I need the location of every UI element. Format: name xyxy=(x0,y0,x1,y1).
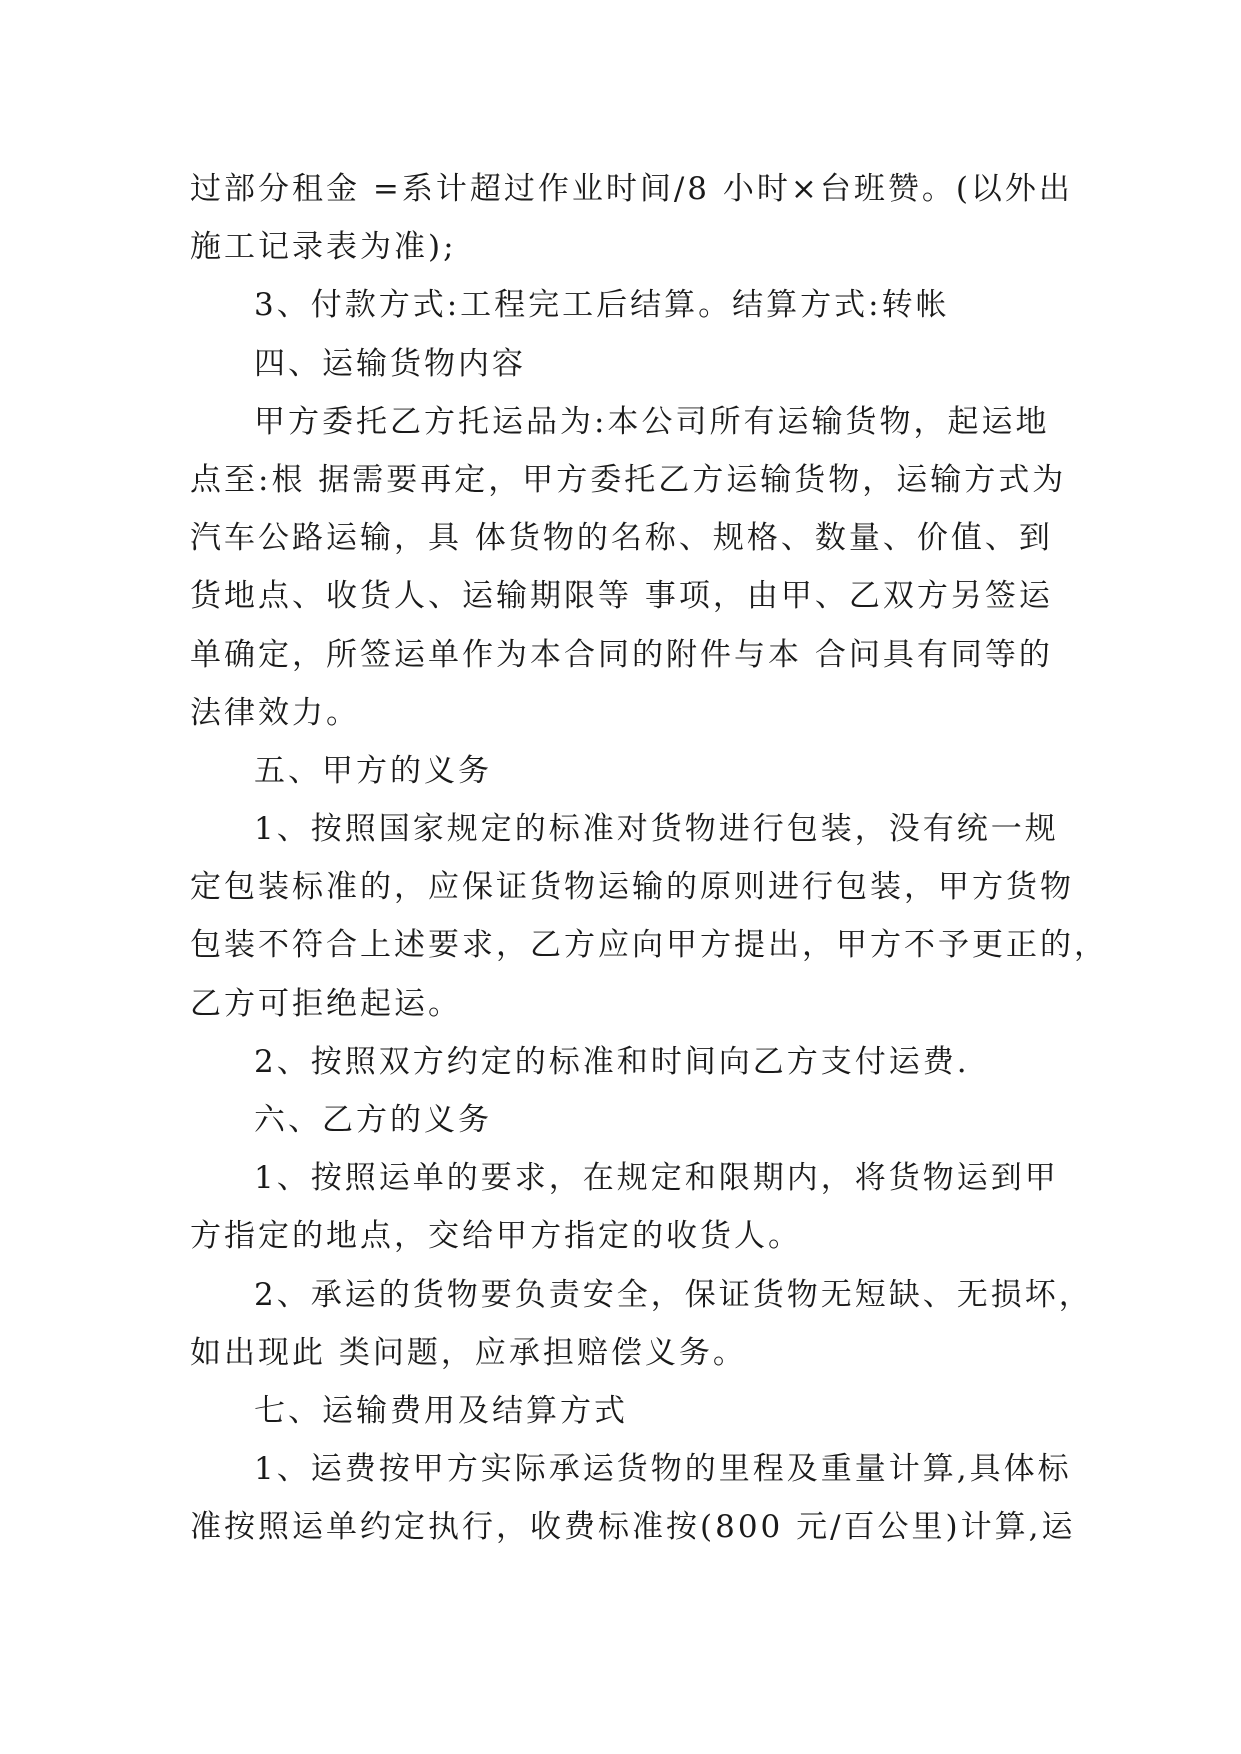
text-line: 方指定的地点，交给甲方指定的收货人。 xyxy=(190,1218,802,1255)
section-heading: 五、甲方的义务 xyxy=(254,752,492,789)
document-body xyxy=(190,160,1108,1557)
text-line: 1、运费按甲方实际承运货物的里程及重量计算,具体标 xyxy=(254,1451,1072,1488)
section-heading: 七、运输费用及结算方式 xyxy=(254,1392,628,1429)
text-line: 甲方委托乙方托运品为:本公司所有运输货物，起运地 xyxy=(254,403,1050,440)
text-line: 2、按照双方约定的标准和时间向乙方支付运费. xyxy=(254,1043,970,1080)
text-line: 如出现此 类问题，应承担赔偿义务。 xyxy=(190,1334,747,1371)
text-line: 定包装标准的，应保证货物运输的原则进行包装，甲方货物 xyxy=(190,869,1074,906)
text-line: 1、按照国家规定的标准对货物进行包装，没有统一规 xyxy=(254,811,1059,848)
text-line: 乙方可拒绝起运。 xyxy=(190,985,462,1022)
text-line: 2、承运的货物要负责安全，保证货物无短缺、无损坏， xyxy=(254,1276,1093,1313)
text-line: 1、按照运单的要求，在规定和限期内，将货物运到甲 xyxy=(254,1160,1059,1197)
text-line: 过部分租金 =系计超过作业时间/8 小时×台班赞。(以外出 xyxy=(190,171,1073,207)
text-line: 货地点、收货人、运输期限等 事项，由甲、乙双方另签运 xyxy=(190,578,1053,615)
text-line: 包装不符合上述要求，乙方应向甲方提出，甲方不予更正的， xyxy=(190,927,1108,964)
text-line: 法律效力。 xyxy=(190,694,360,731)
text-line: 点至:根 据需要再定，甲方委托乙方运输货物，运输方式为 xyxy=(190,461,1067,498)
text-line: 准按照运单约定执行，收费标准按(800 元/百公里)计算,运 xyxy=(190,1509,1076,1546)
text-line: 汽车公路运输，具 体货物的名称、规格、数量、价值、到 xyxy=(190,520,1053,557)
section-heading: 四、运输货物内容 xyxy=(254,345,526,382)
section-heading: 六、乙方的义务 xyxy=(254,1102,492,1138)
text-line: 3、付款方式:工程完工后结算。结算方式:转帐 xyxy=(254,287,950,324)
text-line: 施工记录表为准); xyxy=(190,229,457,266)
text-line: 单确定，所签运单作为本合同的附件与本 合问具有同等的 xyxy=(190,636,1053,673)
